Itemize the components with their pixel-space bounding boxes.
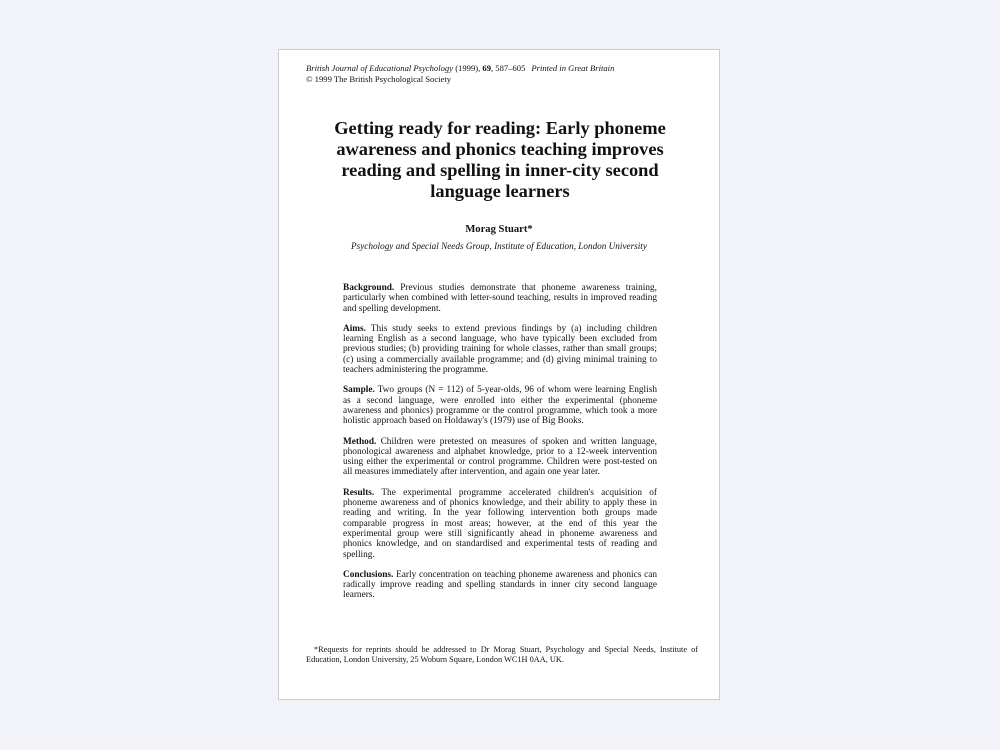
- abstract-text: The experimental programme accelerated children's acquisition of phoneme awareness and of phonics knowledge, and their ability to apply these in reading and writing. In the year following intervention both groups made comparable progress in most areas; however, at the end of this year the experimental group were still significantly ahead in phoneme awareness and phonics knowledge, and on standardised and experimental tests of reading and spelling.: [343, 487, 658, 560]
- abstract-sample: [343, 385, 657, 426]
- document-page: [278, 49, 720, 700]
- abstract-results: [343, 488, 657, 560]
- journal-volume: 69: [482, 63, 491, 73]
- abstract-label: Conclusions.: [343, 569, 394, 580]
- reprint-footnote: *Requests for reprints should be addressed to Dr Morag Stuart, Psychology and Special Needs, Institute of Education, London University, 25 Woburn Square, London WC1H 0AA, UK.: [306, 645, 698, 664]
- journal-year: (1999),: [455, 63, 481, 73]
- journal-masthead: [306, 63, 614, 85]
- copyright-line: © 1999 The British Psychological Society: [306, 74, 452, 84]
- abstract-label: Method.: [343, 436, 377, 447]
- printed-in: Printed in Great Britain: [531, 63, 615, 73]
- abstract-label: Sample.: [343, 385, 375, 396]
- abstract-label: Aims.: [343, 323, 366, 334]
- author-affiliation: Psychology and Special Needs Group, Institute of Education, London University: [351, 241, 647, 251]
- abstract-conclusions: [343, 570, 657, 601]
- abstract-text: Early concentration on teaching phoneme awareness and phonics can radically improve reading and spelling standards in inner city second language learners.: [343, 569, 657, 601]
- abstract-aims: [343, 324, 657, 375]
- journal-name: British Journal of Educational Psychology: [306, 63, 454, 73]
- author-name: Morag Stuart*: [465, 224, 533, 235]
- abstract-text: Children were pretested on measures of spoken and written language, phonological awareness and alphabet knowledge, prior to a 12-week intervention using either the experimental or control programme. Children were post-tested on all measures immediately after intervention, and again one year later.: [343, 436, 657, 478]
- abstract-label: Background.: [343, 283, 395, 293]
- citation-line: [306, 63, 614, 74]
- journal-pages: , 587–605: [491, 63, 526, 73]
- abstract-method: [343, 437, 657, 478]
- abstract-text: Previous studies demonstrate that phoneme awareness training, particularly when combined with letter-sound teaching, results in improved reading and spelling development.: [343, 283, 657, 314]
- abstract-background: [343, 283, 657, 314]
- abstract-text: Two groups (N = 112) of 5-year-olds, 96 of whom were learning English as a second language, were enrolled into either the experimental (phoneme awareness and phonics) programme or the control programme, which took a more holistic approach based on Holdaway's (1979) use of Big Books.: [343, 385, 657, 427]
- article-title: Getting ready for reading: Early phoneme awareness and phonics teaching improves reading and spelling in inner-city second language learners: [334, 118, 666, 201]
- abstract: [343, 283, 657, 611]
- abstract-label: Results.: [343, 487, 375, 498]
- abstract-text: This study seeks to extend previous findings by (a) including children learning English as a second language, who have typically been excluded from previous studies; (b) providing training for whole classes, rather than small groups; (c) using a commercially available programme; and (d) giving minimal training to teachers administering the programme.: [343, 323, 658, 376]
